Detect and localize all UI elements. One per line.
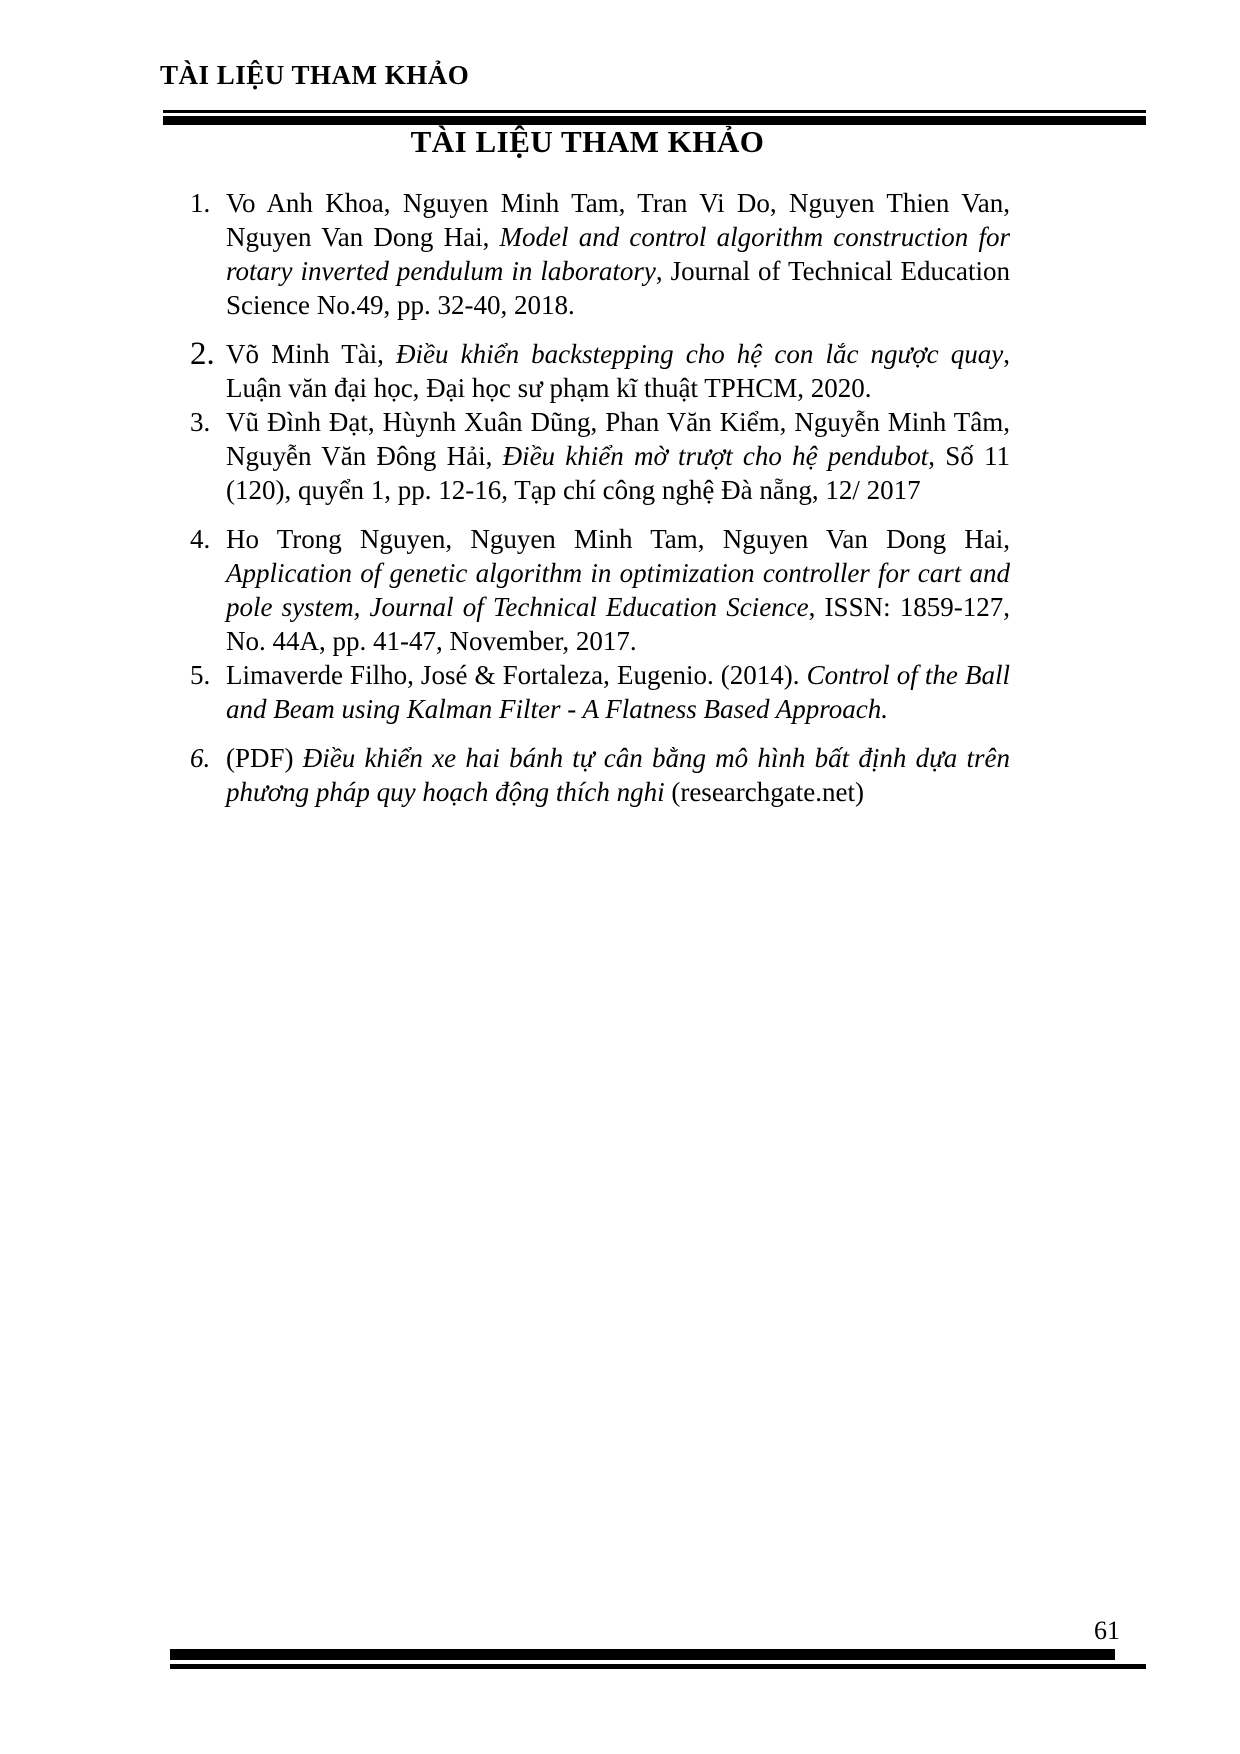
reference-title-italic: Application of genetic algorithm in optimization controller for cart and pole system, Journal of Technical Education Science xyxy=(226,558,1010,622)
reference-number: 5. xyxy=(190,660,211,690)
reference-number: 3. xyxy=(190,407,211,437)
running-header-title: TÀI LIỆU THAM KHẢO xyxy=(160,60,470,90)
reference-item-1 xyxy=(190,186,1010,322)
reference-text xyxy=(226,660,1010,724)
reference-text xyxy=(226,524,1010,656)
reference-item-4 xyxy=(190,522,1010,658)
reference-number: 1. xyxy=(190,188,211,218)
reference-text xyxy=(226,407,1010,505)
reference-title-italic: Model and control algorithm construction for rotary inverted pendulum in laboratory xyxy=(226,222,1010,286)
reference-title-italic: Control of the Ball and Beam using Kalman Filter - A Flatness Based Approach. xyxy=(226,660,1010,724)
reference-authors: Vo Anh Khoa, Nguyen Minh Tam, Tran Vi Do, Nguyen Thien Van, Nguyen Van Dong Hai, xyxy=(226,188,1010,252)
reference-title-italic: Điều khiển mờ trượt cho hệ pendubot xyxy=(502,441,929,471)
reference-source: , ISSN: 1859-127, No. 44A, pp. 41-47, November, 2017. xyxy=(226,592,1010,656)
reference-source: (researchgate.net) xyxy=(664,777,864,807)
reference-authors: Võ Minh Tài, xyxy=(226,339,397,369)
reference-text xyxy=(226,339,1010,403)
references-list xyxy=(190,186,1010,809)
reference-authors: Ho Trong Nguyen, Nguyen Minh Tam, Nguyen Van Dong Hai, xyxy=(226,524,1010,554)
footer-rule-thin xyxy=(170,1664,1146,1669)
reference-authors: Limaverde Filho, José & Fortaleza, Eugenio. (2014). xyxy=(226,660,807,690)
reference-prefix: (PDF) xyxy=(226,743,303,773)
reference-text xyxy=(226,188,1010,320)
reference-title-italic: Điều khiển xe hai bánh tự cân bằng mô hình bất định dựa trên phương pháp quy hoạch động thích nghi xyxy=(226,743,1011,807)
reference-text xyxy=(226,743,1010,807)
reference-item-3 xyxy=(190,405,1010,507)
reference-item-2 xyxy=(190,337,1010,405)
header-rule-thin xyxy=(163,110,1146,113)
reference-authors: Vũ Đình Đạt, Hùynh Xuân Dũng, Phan Văn Kiểm, Nguyễn Minh Tâm, Nguyễn Văn Đông Hải, xyxy=(226,407,1010,471)
reference-item-6 xyxy=(190,741,1010,809)
reference-source: , Số 11 (120), quyển 1, pp. 12-16, Tạp chí công nghệ Đà nẵng, 12/ 2017 xyxy=(226,441,1010,505)
reference-number: 4. xyxy=(190,524,211,554)
reference-number: 2. xyxy=(190,336,215,372)
reference-number: 6. xyxy=(190,743,211,773)
reference-source: , Journal of Technical Education Science No.49, pp. 32-40, 2018. xyxy=(226,256,1011,320)
reference-title-italic: Điều khiển backstepping cho hệ con lắc ngược quay xyxy=(396,339,1004,369)
page-number: 61 xyxy=(1094,1616,1120,1645)
page-title: TÀI LIỆU THAM KHẢO xyxy=(410,124,765,159)
reference-item-5 xyxy=(190,658,1010,726)
reference-source: , Luận văn đại học, Đại học sư phạm kĩ thuật TPHCM, 2020. xyxy=(226,339,1010,403)
footer-rule-thick xyxy=(170,1649,1115,1660)
